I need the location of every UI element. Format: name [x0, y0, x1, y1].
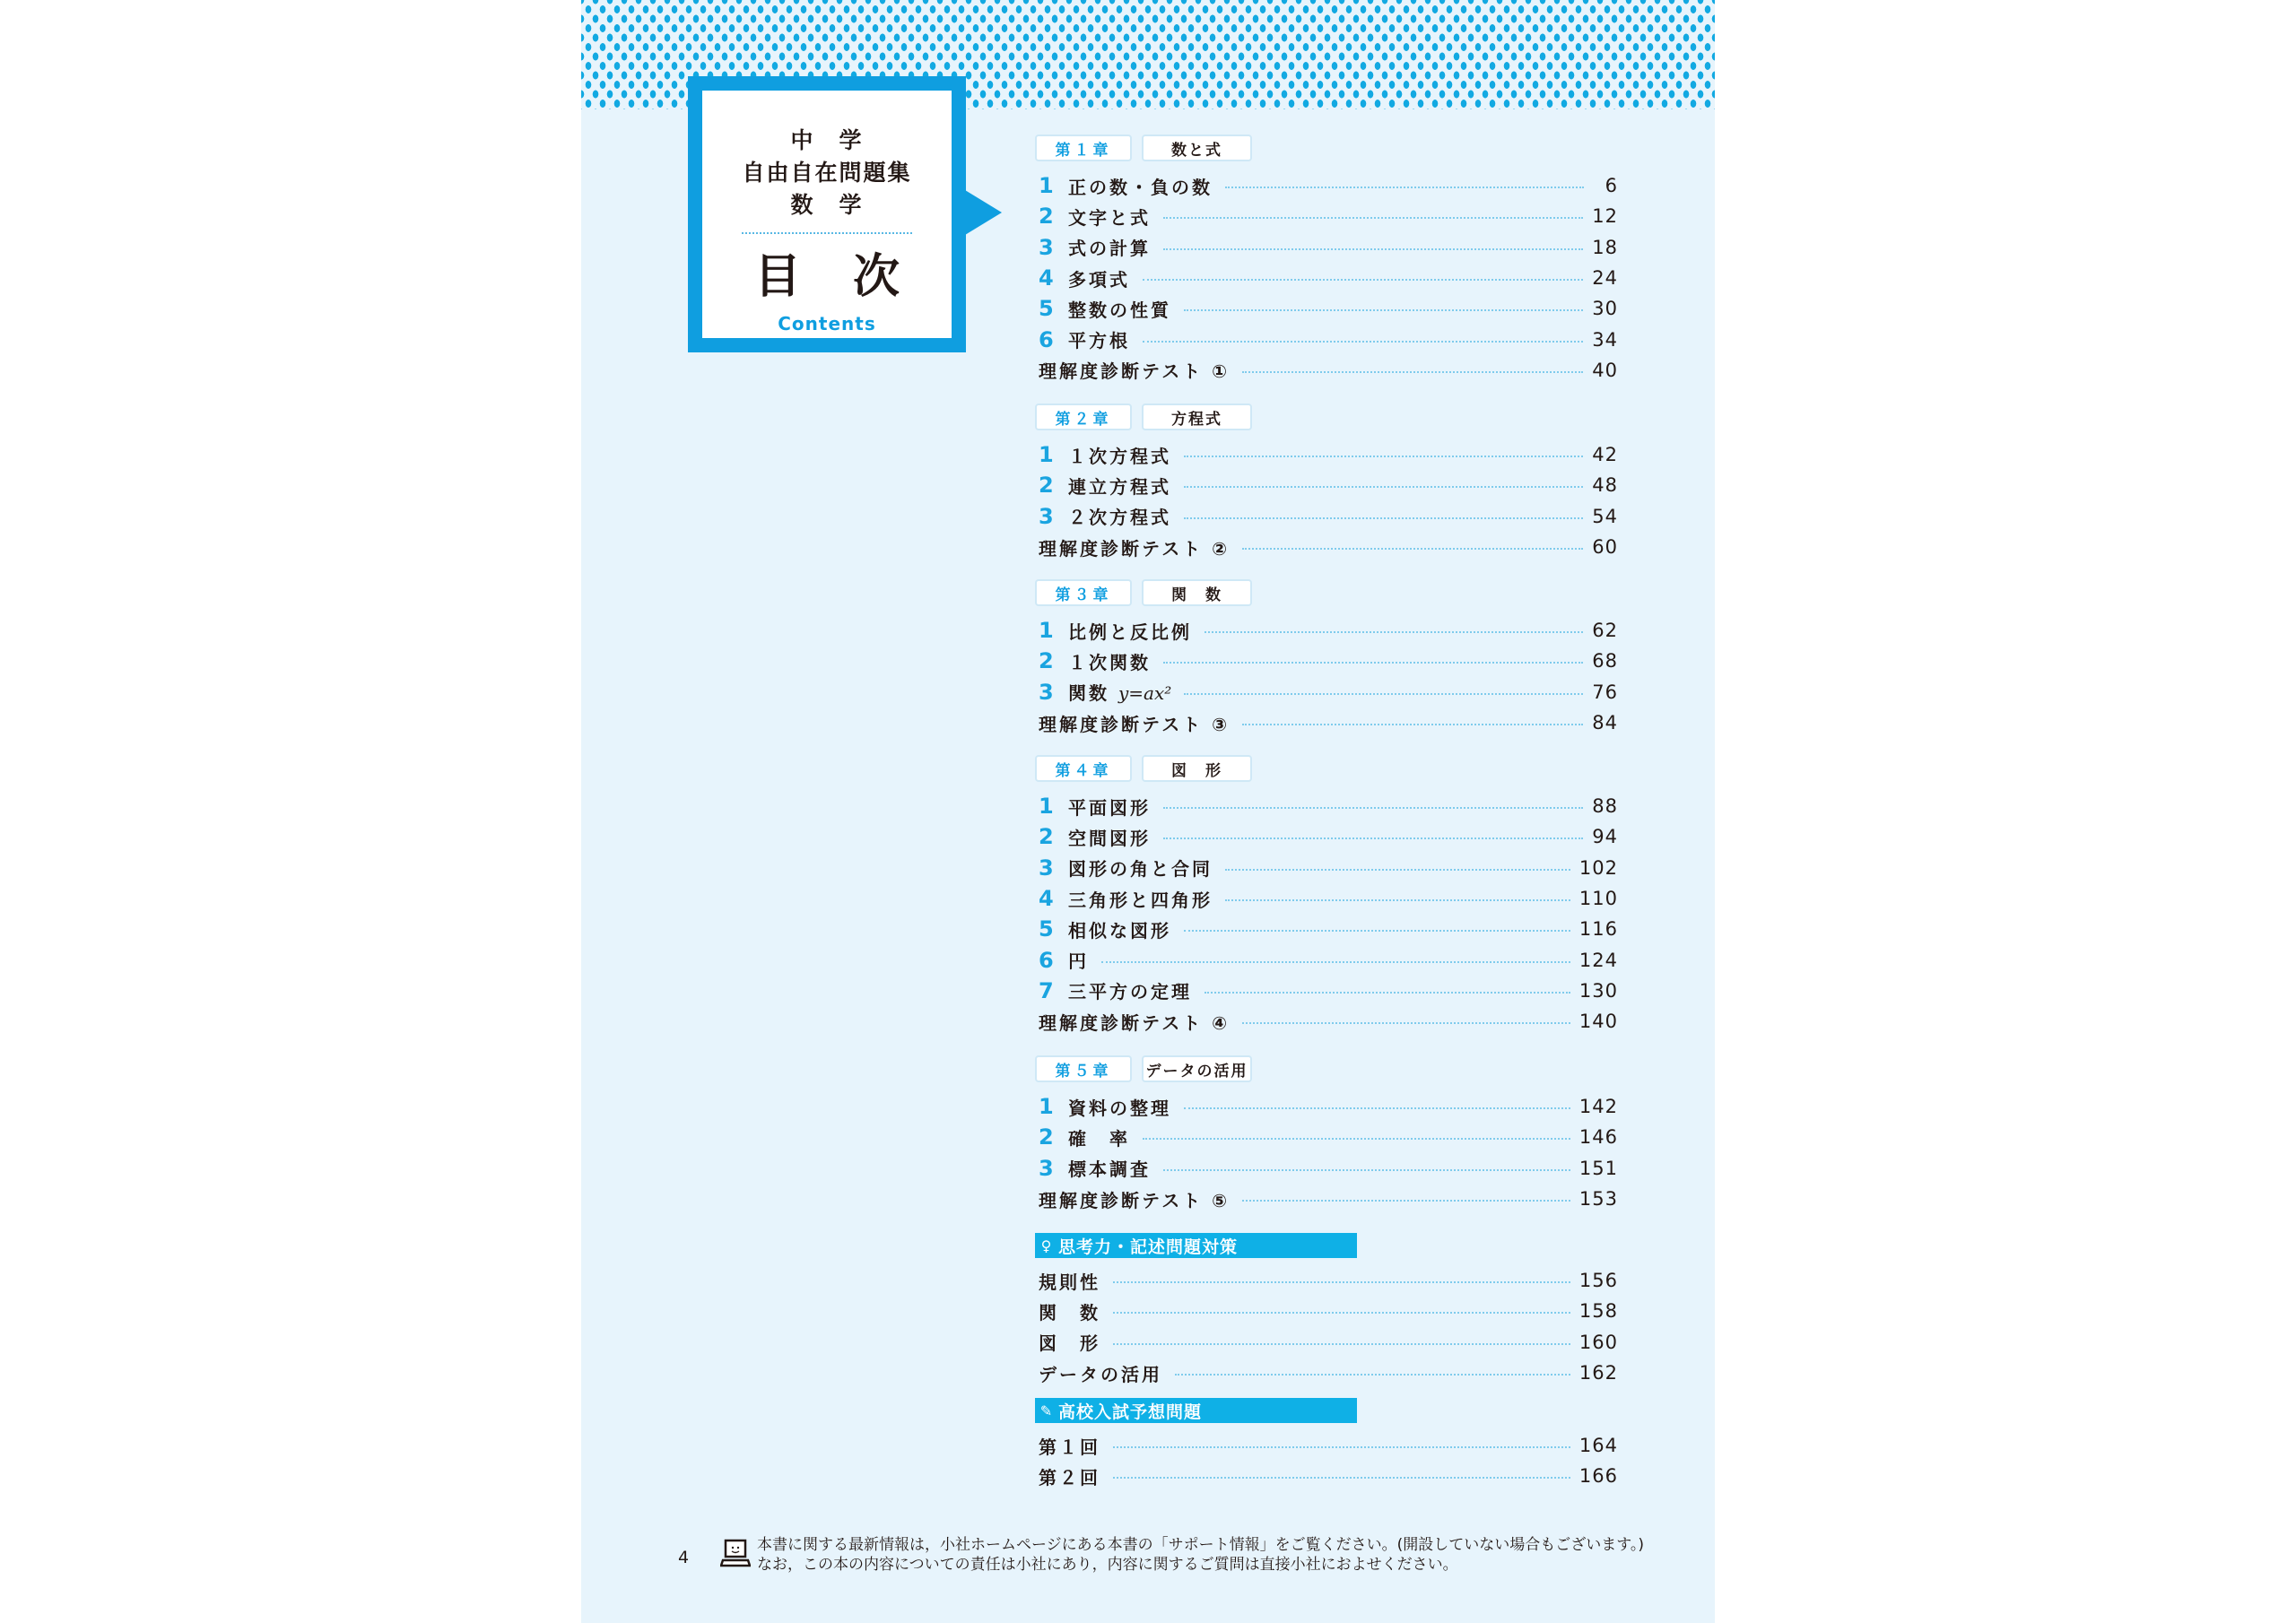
dot-leader: [1101, 961, 1570, 963]
dot-leader: [1225, 899, 1570, 901]
entry-title: データの活用: [1039, 1363, 1162, 1385]
dot-leader: [1184, 456, 1583, 457]
entry-number: 4: [1039, 265, 1054, 291]
chapter-number-tag: 第１章: [1035, 135, 1132, 161]
toc-entry[interactable]: [1035, 976, 1618, 1006]
entry-title: [1068, 916, 1171, 942]
entry-page: 48: [1592, 474, 1618, 497]
toc-entry[interactable]: [1035, 1296, 1618, 1326]
entry-title: [1068, 1094, 1171, 1120]
chapter-header: [1035, 579, 1618, 606]
toc-entry-test[interactable]: [1035, 532, 1618, 562]
toc-entry[interactable]: [1035, 944, 1618, 975]
entry-title: [1068, 794, 1151, 820]
entry-page: 146: [1578, 1126, 1618, 1149]
entry-page: 160: [1578, 1331, 1618, 1353]
entry-number: 3: [1039, 855, 1054, 881]
entry-page: 42: [1592, 444, 1618, 466]
toc-subheading: Contents: [778, 313, 876, 334]
toc-entry[interactable]: [1035, 1122, 1618, 1152]
toc-entry[interactable]: [1035, 791, 1618, 821]
title-box: [688, 76, 966, 352]
dot-leader: [1205, 631, 1583, 633]
dot-leader: [1184, 1107, 1570, 1109]
toc-entry[interactable]: [1035, 615, 1618, 646]
entry-page: 30: [1592, 298, 1618, 320]
toc-entry-test[interactable]: [1035, 707, 1618, 738]
entry-page: 142: [1578, 1096, 1618, 1118]
dot-leader: [1184, 930, 1570, 932]
entry-number: 3: [1039, 234, 1054, 260]
toc-entry[interactable]: [1035, 821, 1618, 852]
entry-page: 84: [1592, 712, 1618, 734]
dot-leader: [1242, 724, 1583, 725]
entry-number: 6: [1039, 947, 1054, 973]
entry-page: 116: [1578, 918, 1618, 941]
toc-entry-test[interactable]: [1035, 355, 1618, 386]
entry-page: 62: [1592, 620, 1618, 642]
toc-entry-test[interactable]: [1035, 1184, 1618, 1214]
dot-leader: [1163, 662, 1583, 664]
toc-heading: 目 次: [753, 250, 918, 304]
entry-title: 理解度診断テスト ④: [1039, 1011, 1231, 1034]
dot-leader: [1184, 309, 1583, 311]
entry-title: [1068, 824, 1151, 850]
dot-leader: [1242, 1022, 1570, 1024]
entry-number: 3: [1039, 679, 1054, 705]
entry-title-text: 連立方程式: [1068, 475, 1171, 498]
pencil-icon: ✎: [1039, 1402, 1054, 1419]
dot-leader: [1205, 992, 1570, 994]
dot-leader: [1163, 1169, 1570, 1171]
entry-page: 124: [1578, 949, 1618, 971]
entry-page: 158: [1578, 1300, 1618, 1323]
title-subject: 数 学: [790, 192, 864, 218]
chapter-header: [1035, 135, 1618, 161]
entry-title-text: 式の計算: [1068, 238, 1151, 260]
chapter-name-tag: 関 数: [1142, 579, 1252, 606]
entry-title: 第１回: [1039, 1436, 1100, 1458]
dot-leader: [1163, 217, 1583, 219]
section-banner-title: 思考力・記述問題対策: [1058, 1237, 1239, 1257]
chapter-name-tag: 図 形: [1142, 755, 1252, 782]
dot-leader: [1242, 371, 1583, 373]
entry-page: 24: [1592, 267, 1618, 290]
toc-entry-test[interactable]: [1035, 1006, 1618, 1037]
footer-notice-line1: 本書に関する最新情報は，小社ホームページにある本書の「サポート情報」をご覧ください。(開設していない場合もございます。): [757, 1536, 1645, 1554]
entry-title: 規則性: [1039, 1271, 1100, 1293]
entry-title: 関 数: [1039, 1301, 1100, 1324]
dot-leader: [1113, 1343, 1570, 1345]
toc-entry[interactable]: [1035, 883, 1618, 914]
chapter-number-tag: 第４章: [1035, 755, 1132, 782]
entry-page: 88: [1592, 795, 1618, 818]
entry-page: 102: [1578, 856, 1618, 879]
entry-page: 12: [1592, 205, 1618, 228]
entry-page: 156: [1578, 1270, 1618, 1292]
toc-entry[interactable]: [1035, 170, 1618, 201]
dot-leader: [1242, 548, 1583, 550]
entry-title-text: 三平方の定理: [1068, 981, 1192, 1003]
toc-entry[interactable]: [1035, 232, 1618, 263]
chapter-header: [1035, 1055, 1618, 1082]
entry-number: 1: [1039, 794, 1054, 820]
entry-title: [1068, 679, 1171, 705]
entry-title: 理解度診断テスト ⑤: [1039, 1189, 1231, 1211]
entry-title: [1068, 173, 1213, 199]
entry-page: 34: [1592, 328, 1618, 351]
title-series: 自由自在問題集: [742, 160, 912, 186]
toc-page: [581, 0, 1715, 1623]
entry-title-text: 平面図形: [1068, 796, 1151, 819]
entry-number: 3: [1039, 1155, 1054, 1181]
toc-entry[interactable]: [1035, 1358, 1618, 1388]
toc-entry[interactable]: [1035, 201, 1618, 231]
entry-formula: y=ax²: [1118, 682, 1172, 705]
entry-title-text: 整数の性質: [1068, 299, 1171, 321]
dot-leader: [1184, 486, 1583, 488]
entry-title-text: 平方根: [1068, 330, 1130, 352]
entry-title: [1068, 855, 1213, 881]
entry-page: 110: [1578, 888, 1618, 910]
entry-number: 5: [1039, 296, 1054, 322]
chapter-number-tag: 第２章: [1035, 404, 1132, 430]
entry-title: [1068, 977, 1192, 1003]
title-grade: 中 学: [790, 127, 864, 153]
section-banner: [1035, 1398, 1357, 1423]
dot-leader: [1143, 279, 1583, 281]
chapter-section: [1035, 579, 1618, 738]
entry-title-text: １次関数: [1068, 651, 1151, 673]
entry-page: 18: [1592, 236, 1618, 258]
toc-entry[interactable]: [1035, 293, 1618, 324]
entry-page: 130: [1578, 979, 1618, 1002]
entry-title: [1068, 886, 1213, 912]
entry-page: 94: [1592, 826, 1618, 848]
toc-entry[interactable]: [1035, 470, 1618, 500]
lightbulb-icon: ♀: [1040, 1237, 1053, 1254]
chapter-name-tag: 方程式: [1142, 404, 1252, 430]
entry-number: 1: [1039, 618, 1054, 644]
toc-entry[interactable]: [1035, 501, 1618, 532]
entry-title: [1068, 442, 1171, 468]
dot-leader: [1225, 869, 1570, 871]
toc-entry[interactable]: [1035, 677, 1618, 707]
chapter-number-tag: 第３章: [1035, 579, 1132, 606]
dot-leader: [1163, 248, 1583, 250]
chapter-section: [1035, 404, 1618, 562]
footer-notice: [757, 1535, 1644, 1575]
entry-title-text: 図形の角と合同: [1068, 858, 1213, 881]
chapter-header: [1035, 755, 1618, 782]
entry-title-text: 文字と式: [1068, 206, 1151, 229]
toc-entry[interactable]: [1035, 1153, 1618, 1184]
entry-number: 2: [1039, 824, 1054, 850]
entry-number: 3: [1039, 503, 1054, 529]
entry-number: 2: [1039, 473, 1054, 499]
chapter-name-tag: データの活用: [1142, 1055, 1252, 1082]
entry-title-text: 確 率: [1068, 1127, 1130, 1150]
entry-number: 1: [1039, 173, 1054, 199]
entry-title: 理解度診断テスト ③: [1039, 713, 1231, 735]
dot-leader: [1163, 807, 1583, 809]
page-number: 4: [678, 1548, 690, 1567]
toc-entry[interactable]: [1035, 324, 1618, 354]
entry-title-text: 正の数・負の数: [1068, 176, 1213, 198]
dot-leader: [1143, 1138, 1570, 1140]
entry-title: [1068, 618, 1192, 644]
entry-number: 6: [1039, 326, 1054, 352]
toc-entry[interactable]: [1035, 1461, 1618, 1491]
entry-title: [1068, 648, 1151, 674]
entry-title: [1068, 326, 1130, 352]
toc-entry[interactable]: [1035, 646, 1618, 676]
entry-title: 理解度診断テスト ①: [1039, 360, 1231, 383]
entry-number: 2: [1039, 1124, 1054, 1150]
entry-title-text: 標本調査: [1068, 1159, 1151, 1181]
entry-title-text: ２次方程式: [1068, 507, 1171, 529]
entry-title: [1068, 204, 1151, 230]
chapter-section: [1035, 755, 1618, 1037]
entry-title: [1068, 234, 1151, 260]
dot-leader: [1184, 517, 1583, 519]
entry-page: 76: [1592, 681, 1618, 703]
dot-leader: [1113, 1446, 1570, 1448]
entry-title-text: 相似な図形: [1068, 919, 1171, 942]
entry-number: 1: [1039, 1094, 1054, 1120]
entry-title: [1068, 296, 1171, 322]
toc-entry[interactable]: [1035, 914, 1618, 944]
entry-number: 1: [1039, 442, 1054, 468]
entry-title: 理解度診断テスト ②: [1039, 537, 1231, 560]
special-section: [1035, 1233, 1618, 1388]
entry-title: [1068, 947, 1089, 973]
entry-number: 5: [1039, 916, 1054, 942]
dot-leader: [1225, 187, 1584, 188]
dot-leader: [1113, 1312, 1570, 1314]
entry-number: 7: [1039, 977, 1054, 1003]
chapter-header: [1035, 404, 1618, 430]
section-banner-title: 高校入試予想問題: [1058, 1402, 1203, 1422]
chapter-section: [1035, 135, 1618, 386]
entry-page: 153: [1578, 1188, 1618, 1211]
entry-title-text: 多項式: [1068, 268, 1130, 291]
dot-leader: [1163, 838, 1583, 839]
dot-leader: [1143, 341, 1583, 343]
entry-page: 151: [1578, 1157, 1618, 1179]
chapter-name-tag: 数と式: [1142, 135, 1252, 161]
entry-page: 162: [1578, 1362, 1618, 1384]
chapter-number-tag: 第５章: [1035, 1055, 1132, 1082]
entry-title: [1068, 265, 1130, 291]
entry-number: 2: [1039, 204, 1054, 230]
chapter-section: [1035, 1055, 1618, 1214]
toc-entry[interactable]: [1035, 439, 1618, 470]
entry-number: 2: [1039, 648, 1054, 674]
entry-title: [1068, 503, 1171, 529]
arrow-pointer: [965, 190, 1002, 235]
entry-title-text: 空間図形: [1068, 827, 1151, 849]
entry-title: [1068, 473, 1171, 499]
entry-title-text: 比例と反比例: [1068, 621, 1192, 643]
toc-entry[interactable]: [1035, 1430, 1618, 1461]
computer-icon: [720, 1539, 751, 1567]
entry-title-text: 関数: [1068, 682, 1109, 705]
dot-leader: [1113, 1281, 1570, 1283]
entry-title: [1068, 1124, 1130, 1150]
entry-title: 第２回: [1039, 1466, 1100, 1488]
entry-title: [1068, 1155, 1151, 1181]
footer-notice-line2: なお，この本の内容についての責任は小社にあり，内容に関するご質問は直接小社におよせください。: [757, 1556, 1458, 1574]
entry-page: 40: [1592, 359, 1618, 381]
toc-entry[interactable]: [1035, 1265, 1618, 1296]
dot-leader: [1242, 1200, 1570, 1202]
section-banner: [1035, 1233, 1357, 1258]
entry-page: 60: [1592, 536, 1618, 559]
entry-page: 6: [1605, 175, 1618, 197]
entry-page: 140: [1578, 1011, 1618, 1033]
toc-entry[interactable]: [1035, 263, 1618, 293]
entry-page: 166: [1578, 1465, 1618, 1488]
toc-entry[interactable]: [1035, 1091, 1618, 1122]
entry-page: 164: [1578, 1435, 1618, 1457]
entry-title-text: 三角形と四角形: [1068, 889, 1213, 911]
entry-title-text: １次方程式: [1068, 445, 1171, 467]
title-divider: [742, 232, 912, 234]
special-section: [1035, 1398, 1618, 1492]
dot-leader: [1113, 1477, 1570, 1479]
entry-title-text: 資料の整理: [1068, 1097, 1171, 1119]
dot-leader: [1184, 693, 1583, 695]
entry-number: 4: [1039, 886, 1054, 912]
dot-leader: [1175, 1374, 1570, 1376]
entry-page: 68: [1592, 650, 1618, 673]
entry-title: 図 形: [1039, 1332, 1100, 1355]
toc-entry[interactable]: [1035, 853, 1618, 883]
toc-entry[interactable]: [1035, 1327, 1618, 1358]
entry-title-text: 円: [1068, 950, 1089, 973]
entry-page: 54: [1592, 505, 1618, 527]
